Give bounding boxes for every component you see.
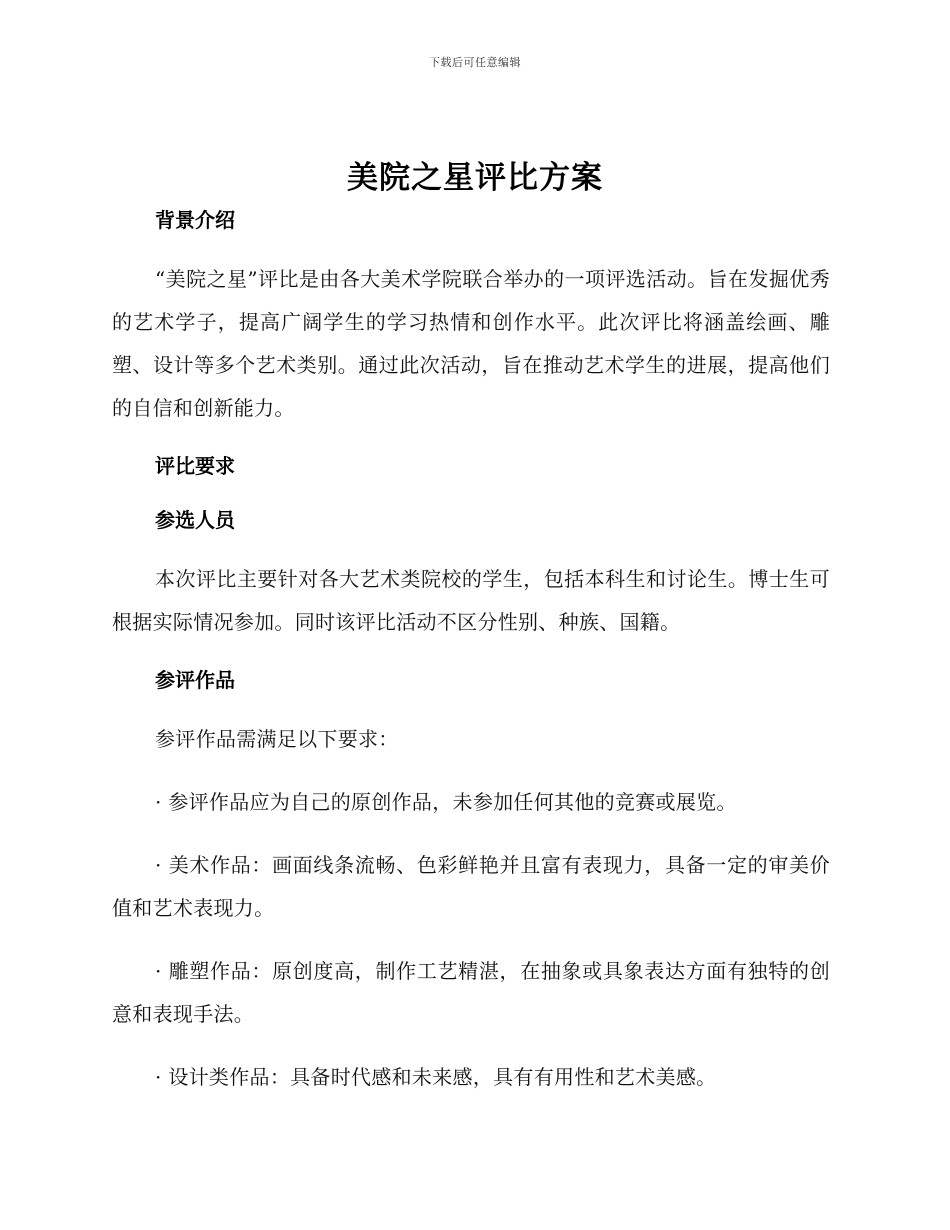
works-requirement-item: · 参评作品应为自己的原创作品，未参加任何其他的竞赛或展览。 xyxy=(155,790,737,814)
document-body xyxy=(112,204,830,1099)
section-heading-requirements: 评比要求 xyxy=(155,454,235,478)
section-heading-background: 背景介绍 xyxy=(155,208,235,232)
works-requirement-item: · 雕塑作品：原创度高，制作工艺精湛，在抽象或具象表达方面有独特的创意和表现手法。 xyxy=(112,959,830,1026)
background-paragraph: “美院之星”评比是由各大美术学院联合举办的一项评选活动。旨在发掘优秀的艺术学子，提高广阔学生的学习热情和创作水平。此次评比将涵盖绘画、雕塑、设计等多个艺术类别。通过此次活动，旨在推动艺术学生的进展，提高他们的自信和创新能力。 xyxy=(112,267,830,420)
page-header-note: 下载后可任意编辑 xyxy=(429,56,521,69)
section-heading-participants: 参选人员 xyxy=(155,508,235,532)
works-requirement-item: · 设计类作品：具备时代感和未来感，具有有用性和艺术美感。 xyxy=(155,1065,717,1089)
works-intro: 参评作品需满足以下要求： xyxy=(155,727,399,751)
document-title: 美院之星评比方案 xyxy=(347,160,603,196)
section-heading-works: 参评作品 xyxy=(155,668,235,692)
participants-paragraph: 本次评比主要针对各大艺术类院校的学生，包括本科生和讨论生。博士生可根据实际情况参加。同时该评比活动不区分性别、种族、国籍。 xyxy=(112,567,830,634)
works-requirement-item: · 美术作品：画面线条流畅、色彩鲜艳并且富有表现力，具备一定的审美价值和艺术表现力。 xyxy=(112,853,830,920)
